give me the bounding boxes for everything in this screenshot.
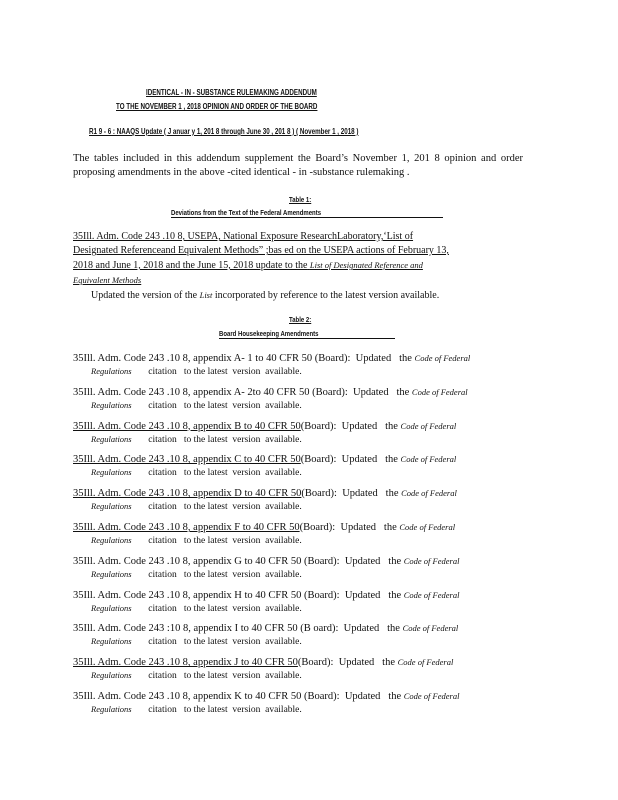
table2-entry — [73, 589, 528, 616]
table2-entry-cfr: Code of Federal — [403, 691, 460, 701]
table2-entry-ref: 35Ill. Adm. Code 243 .10 8, appendix A- 2to 40 CFR 50 (Board): — [73, 386, 348, 398]
table2-entry — [73, 386, 528, 413]
table2-entry-citation: citation to the latest version available. — [131, 671, 302, 682]
table2-entry-regulations: Regulations — [91, 501, 132, 512]
table1-entry-line3 — [73, 258, 528, 273]
table1-entry-line1: 35Ill. Adm. Code 243 .10 8, USEPA, National Exposure ResearchLaboratory,‘List of — [73, 231, 414, 242]
table2-entry-board: (Board): — [300, 454, 337, 466]
table2-entry-regulations: Regulations — [91, 602, 132, 613]
table2-entry-updated: Updated the — [339, 589, 404, 601]
table2-entry-line2 — [73, 602, 528, 616]
table2-entry-citation: citation to the latest version available. — [131, 569, 302, 580]
table2-entry-regulations: Regulations — [91, 467, 132, 478]
table2-entry-board: (Board): — [299, 522, 336, 533]
table2-entry-line2 — [73, 466, 528, 480]
table1-label: Table 1: — [289, 195, 312, 204]
table2-entry-line2 — [73, 703, 528, 717]
table2-entry-cfr: Code of Federal — [400, 454, 457, 465]
table2-title: Board Housekeeping Amendments — [219, 329, 395, 339]
table2-entry-cfr: Code of Federal — [397, 657, 454, 668]
table2-entry-regulations: Regulations — [91, 636, 132, 647]
table2-entry-line1 — [73, 589, 528, 602]
table2-entry-updated: Updated the — [336, 454, 401, 466]
table2-entry-line1 — [73, 622, 528, 635]
table2-entry-citation: citation to the latest version available. — [131, 468, 302, 479]
table2-label: Table 2: — [289, 315, 312, 324]
table2-entry-cfr: Code of Federal — [400, 420, 457, 431]
table2-entry-cfr: Code of Federal — [414, 353, 471, 363]
table2-entry-regulations: Regulations — [91, 568, 132, 579]
table2-entry-line1 — [73, 487, 528, 500]
table2-entry-citation: citation to the latest version available. — [131, 502, 302, 513]
table2-entry-cfr: Code of Federal — [399, 522, 456, 532]
table2-entry-line1 — [73, 555, 528, 568]
table2-entry-updated: Updated the — [338, 623, 403, 635]
table2-entry-ref: 35Ill. Adm. Code 243 .10 8, appendix F to 40 CFR 50 — [73, 522, 300, 533]
header-title-line2: TO THE NOVEMBER 1 , 2018 OPINION AND ORDER OF THE BOARD — [116, 102, 318, 111]
table1-list-title-cont: Equivalent Methods — [73, 275, 142, 285]
table2-entry-citation: citation to the latest version available. — [131, 367, 302, 377]
table1-entry-line2: Designated Referenceand Equivalent Methods” ;bas ed on the USEPA actions of February 13, — [73, 245, 449, 256]
table2-entry-regulations: Regulations — [91, 670, 132, 681]
table2-entry-line2 — [73, 534, 528, 548]
table2-entry-line2 — [73, 500, 528, 514]
table1-entry-line4 — [73, 273, 528, 288]
table2-entry-line1 — [73, 690, 528, 703]
table2-entry-ref: 35Ill. Adm. Code 243 .10 8, appendix K to 40 CFR 50 (Board): — [73, 691, 340, 702]
table2-entry — [73, 521, 528, 548]
table2-entry-regulations: Regulations — [91, 366, 132, 376]
table2-entry — [73, 352, 528, 379]
table2-entry-updated: Updated the — [350, 353, 415, 364]
table2-entry-ref: 35Ill. Adm. Code 243 .10 8, appendix A- 1 to 40 CFR 50 (Board): — [73, 353, 351, 364]
table2-entry-line2 — [73, 365, 528, 379]
table2-entry-citation: citation to the latest version available. — [131, 603, 302, 614]
table2-entry-citation: citation to the latest version available. — [131, 400, 302, 411]
table2-entry-regulations: Regulations — [91, 433, 132, 444]
table2-entry-cfr: Code of Federal — [403, 555, 460, 566]
table1-title: Deviations from the Text of the Federal Amendments — [171, 208, 443, 218]
table2-entry-updated: Updated the — [339, 691, 404, 702]
table2-entry-regulations: Regulations — [91, 535, 132, 545]
table2-entry-regulations: Regulations — [91, 704, 132, 714]
table2-entry-updated: Updated the — [336, 420, 401, 432]
table2-entry-updated: Updated the — [335, 522, 400, 533]
table2-entry-line1 — [73, 352, 528, 365]
table2-entry-line1 — [73, 453, 528, 466]
header-title-line1: IDENTICAL - IN - SUBSTANCE RULEMAKING ADDENDUM — [146, 88, 317, 97]
table2-entry-line1 — [73, 521, 528, 534]
table2-entry-ref: 35Ill. Adm. Code 243 .10 8, appendix G to 40 CFR 50 (Board): — [73, 555, 340, 567]
table2-entry-citation: citation to the latest version available. — [131, 705, 302, 715]
intro-paragraph: The tables included in this addendum supplement the Board’s November 1, 201 8 opinion and order proposing amendments in the above -cited identical - in -substance rulemaking . — [73, 153, 523, 178]
table2-entry-line2 — [73, 433, 528, 447]
table2-entry-updated: Updated the — [347, 386, 412, 398]
header-docket-line: R1 9 - 6 : NAAQS Update ( J anuar y 1, 201 8 through June 30 , 201 8 ) ( November 1 , 2018 ) — [89, 127, 359, 136]
table2-entry-line2 — [73, 635, 528, 649]
table2-entry-line2 — [73, 669, 528, 683]
table2-entry-ref: 35Ill. Adm. Code 243 .10 8, appendix D to 40 CFR 50 — [73, 488, 302, 500]
table2-entry-board: (Board): — [297, 657, 334, 669]
table2-entry — [73, 453, 528, 480]
table2-entry-regulations: Regulations — [91, 399, 132, 410]
table1-update-rest: incorporated by reference to the latest version available. — [214, 290, 440, 301]
table2-entry-cfr: Code of Federal — [411, 386, 468, 397]
table2-entry-cfr: Code of Federal — [401, 488, 457, 499]
table2-entry-line1 — [73, 420, 528, 433]
table1-update-list: List — [199, 290, 213, 300]
table2-entry — [73, 622, 528, 649]
table2-entry — [73, 690, 528, 717]
table2-entry-ref: 35Ill. Adm. Code 243 .10 8, appendix J to 40 CFR 50 — [73, 657, 298, 669]
table2-entry — [73, 555, 528, 582]
table2-entry-board: (Board): — [301, 488, 337, 500]
table2-entry-line2 — [73, 399, 528, 413]
table2-entry-ref: 35Ill. Adm. Code 243 .10 8, appendix C to 40 CFR 50 — [73, 454, 301, 466]
table2-entry — [73, 487, 528, 514]
table2-entry-citation: citation to the latest version available. — [131, 637, 302, 648]
table2-entry — [73, 420, 528, 447]
table1-entry — [73, 230, 528, 303]
table2-entry-citation: citation to the latest version available. — [131, 434, 302, 445]
table2-entry-line1 — [73, 656, 528, 669]
table2-entry-citation: citation to the latest version available. — [131, 536, 302, 546]
table2-entry-ref: 35Ill. Adm. Code 243 .10 8, appendix B to 40 CFR 50 — [73, 420, 301, 432]
table1-update-text: Updated the version of the — [91, 290, 198, 301]
table2-entry-updated: Updated the — [336, 488, 402, 500]
table2-entry — [73, 656, 528, 683]
table2-entry-ref: 35Ill. Adm. Code 243 :10 8, appendix I to 40 CFR 50 (B oard): — [73, 623, 339, 635]
table2-entry-updated: Updated the — [339, 555, 404, 567]
table2-entry-board: (Board): — [300, 420, 337, 432]
table1-update-line — [73, 288, 528, 303]
table2-entry-cfr: Code of Federal — [402, 623, 459, 634]
table1-list-title: List of Designated Reference and — [309, 260, 423, 270]
table2-entry-line2 — [73, 568, 528, 582]
table2-entry-updated: Updated the — [333, 657, 398, 669]
table2-entry-cfr: Code of Federal — [403, 589, 460, 600]
table2-entry-ref: 35Ill. Adm. Code 243 .10 8, appendix H to 40 CFR 50 (Board): — [73, 589, 340, 601]
table1-entry-line3a: 2018 and June 1, 2018 and the June 15, 2018 update to the — [73, 260, 308, 271]
table2-entry-line1 — [73, 386, 528, 399]
